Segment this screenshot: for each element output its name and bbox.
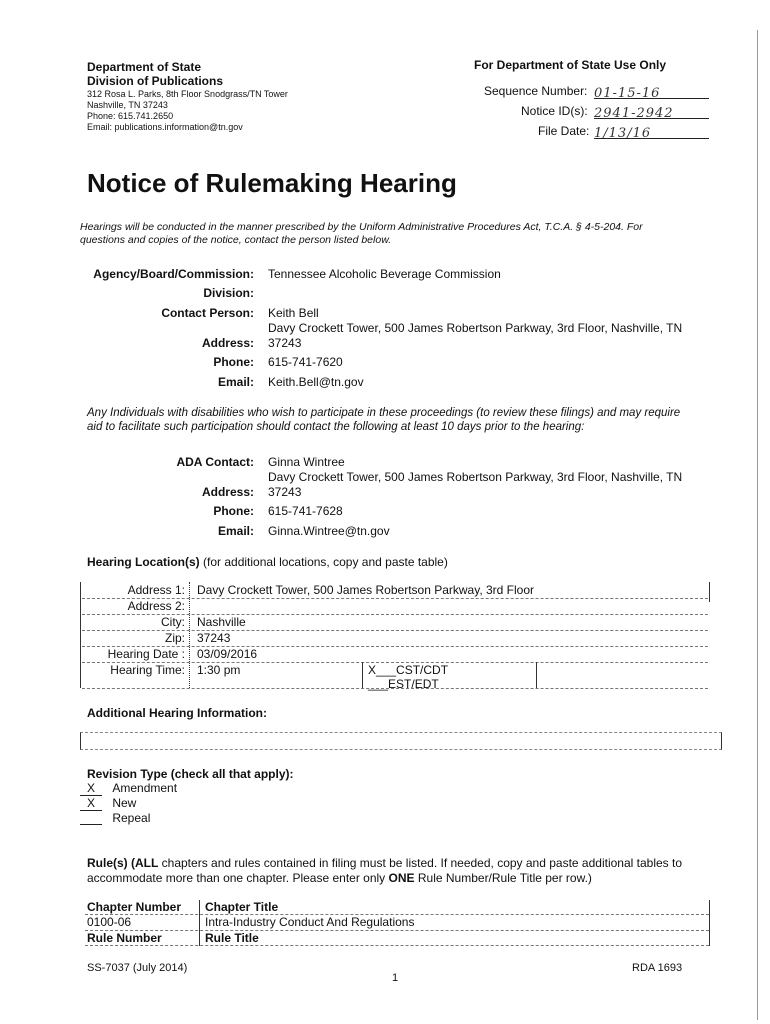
footer-rda: RDA 1693: [632, 962, 683, 974]
rules-col-divider: [199, 900, 200, 946]
rules-intro: [87, 856, 717, 886]
revision-type-heading: Revision Type (check all that apply):: [87, 767, 294, 781]
zip-label: Zip:: [164, 631, 185, 645]
timezone-left-border: [362, 662, 363, 688]
revision-item-amendment: [80, 781, 380, 796]
chapter-number-value: 0100-06: [87, 915, 132, 929]
revision-checkbox[interactable]: X: [80, 781, 102, 796]
hearing-heading-note: (for additional locations, copy and paste table): [203, 555, 448, 569]
dept-name: Department of State: [87, 60, 202, 74]
ada-address-line2: 37243: [268, 485, 302, 499]
city-label: City:: [161, 615, 185, 629]
city-value: Nashville: [197, 615, 246, 629]
contact-email-label: Email:: [217, 375, 254, 389]
row-divider: [85, 945, 709, 946]
contact-person-label: Contact Person:: [161, 306, 254, 320]
hearing-time-label: Hearing Time:: [110, 663, 185, 677]
rule-number-header: Rule Number: [87, 931, 162, 945]
revision-checkbox[interactable]: X: [80, 796, 102, 811]
ada-phone-value: 615-741-7628: [268, 504, 343, 518]
file-date-value: 1/13/16: [594, 126, 652, 141]
dept-address-line1: 312 Rosa L. Parks, 8th Floor Snodgrass/TN Tower: [87, 89, 288, 99]
timezone-cst: X___CST/CDT: [368, 663, 449, 677]
revision-item-new: [80, 796, 380, 811]
ada-contact-value: Ginna Wintree: [268, 455, 345, 469]
rules-intro-text1: chapters and rules contained in filing must be listed. If needed, copy and paste additional tables to accommodate more than one chapter. Please enter only: [87, 856, 682, 885]
additional-hearing-box: [80, 732, 722, 750]
scan-edge-line: [757, 30, 758, 1020]
contact-person-value: Keith Bell: [268, 306, 319, 320]
hearing-location-table: [80, 578, 710, 690]
notice-id-label: Notice ID(s):: [521, 104, 588, 118]
hearing-heading-bold: Hearing Location(s): [87, 555, 200, 569]
office-use-heading: For Department of State Use Only: [474, 58, 667, 72]
agency-label: Agency/Board/Commission:: [93, 267, 254, 281]
ada-phone-label: Phone:: [213, 504, 254, 518]
revision-label: Repeal: [112, 811, 151, 825]
contact-phone-value: 615-741-7620: [268, 355, 343, 369]
sequence-number-value: 01-15-16: [594, 86, 661, 101]
hearing-date-label: Hearing Date :: [107, 647, 185, 661]
rules-intro-bold1: Rule(s) (ALL: [87, 856, 159, 870]
sequence-number-label: Sequence Number:: [484, 84, 588, 98]
table-right-border: [709, 582, 710, 602]
chapter-title-header: Chapter Title: [205, 900, 279, 914]
rules-table: [85, 898, 710, 946]
contact-address-line2: 37243: [268, 336, 302, 350]
timezone-est: ___EST/EDT: [368, 677, 439, 691]
hearing-time-value: 1:30 pm: [197, 663, 241, 677]
contact-phone-label: Phone:: [213, 355, 254, 369]
row-divider: [85, 930, 709, 931]
additional-hearing-heading: Additional Hearing Information:: [87, 706, 267, 720]
ada-email-label: Email:: [217, 524, 254, 538]
row-divider: [82, 688, 708, 689]
contact-address-label: Address:: [201, 336, 254, 350]
file-date-label: File Date:: [538, 124, 590, 138]
revision-label: New: [112, 796, 137, 810]
notice-id-value: 2941-2942: [594, 106, 674, 121]
hearing-date-value: 03/09/2016: [197, 647, 258, 661]
revision-checkbox[interactable]: [80, 811, 102, 825]
intro-text: Hearings will be conducted in the manner prescribed by the Uniform Administrative Procedures Act, T.C.A. § 4-5-204. For questions and copies of the notice, contact the person listed below.: [80, 221, 643, 246]
rules-intro-text2: Rule Number/Rule Title per row.): [414, 871, 592, 885]
agency-value: Tennessee Alcoholic Beverage Commission: [268, 267, 501, 281]
rule-title-header: Rule Title: [205, 931, 259, 945]
contact-address-line1: Davy Crockett Tower, 500 James Robertson Parkway, 3rd Floor, Nashville, TN: [268, 321, 683, 335]
file-date-field: [594, 124, 709, 139]
chapter-title-value: Intra-Industry Conduct And Regulations: [205, 915, 415, 929]
table-left-border: [80, 582, 81, 688]
zip-value: 37243: [197, 631, 231, 645]
footer-form-number: SS-7037 (July 2014): [87, 962, 188, 974]
division-label: Division:: [203, 286, 254, 300]
timezone-right-border: [536, 662, 537, 688]
contact-email-value: Keith.Bell@tn.gov: [268, 375, 364, 389]
rules-right-border: [709, 900, 710, 946]
address2-label: Address 2:: [127, 599, 185, 613]
sequence-number-field: [594, 84, 709, 99]
address1-value: Davy Crockett Tower, 500 James Robertson Parkway, 3rd Floor: [197, 583, 535, 597]
rules-intro-bold2: ONE: [388, 871, 415, 885]
dept-phone: Phone: 615.741.2650: [87, 111, 174, 121]
dept-division: Division of Publications: [87, 74, 224, 88]
revision-label: Amendment: [112, 781, 178, 795]
ada-contact-label: ADA Contact:: [176, 455, 254, 469]
revision-type-list: [80, 781, 380, 826]
notice-id-field: [594, 104, 709, 119]
ada-intro-text: Any Individuals with disabilities who wish to participate in these proceedings (to review these filings) and may require aid to facilitate such participation should contact the following at least 10 days prior to the hearing:: [87, 407, 681, 433]
dept-address-line2: Nashville, TN 37243: [87, 100, 168, 110]
dept-email: Email: publications.information@tn.gov: [87, 122, 243, 132]
footer-page-number: 1: [392, 972, 399, 984]
address1-label: Address 1:: [127, 583, 185, 597]
ada-email-value: Ginna.Wintree@tn.gov: [268, 524, 390, 538]
chapter-number-header: Chapter Number: [87, 900, 182, 914]
page-title: Notice of Rulemaking Hearing: [87, 168, 457, 198]
ada-address-label: Address:: [201, 485, 254, 499]
revision-item-repeal: [80, 811, 380, 826]
ada-address-line1: Davy Crockett Tower, 500 James Robertson Parkway, 3rd Floor, Nashville, TN: [268, 470, 683, 484]
hearing-location-heading: [87, 555, 448, 569]
